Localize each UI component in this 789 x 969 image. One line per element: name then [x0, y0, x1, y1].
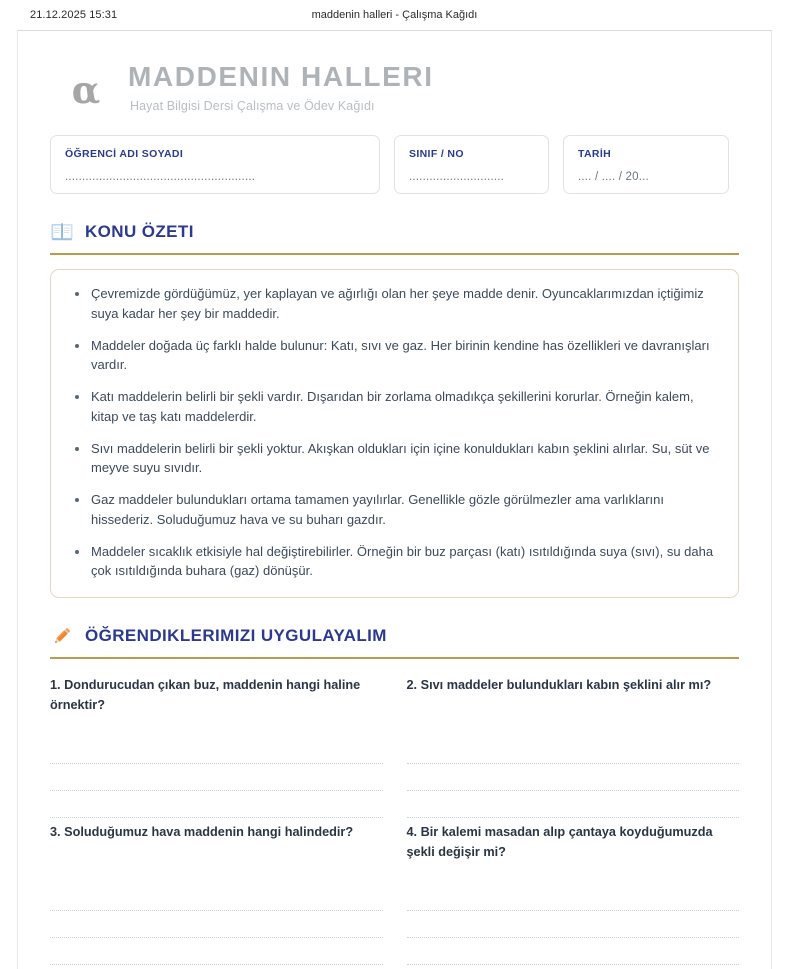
print-date: 21.12.2025 15:31 [30, 9, 118, 21]
page-title: MADDENIN HALLERI [128, 61, 434, 92]
print-header [0, 0, 789, 30]
print-document-title: maddenin halleri - Çalışma Kağıdı [311, 9, 478, 21]
summary-section-rule [50, 253, 739, 255]
question-cell [407, 822, 740, 969]
pencil-icon [50, 624, 74, 648]
answer-line[interactable] [407, 791, 740, 818]
practice-section-title: ÖĞRENDIKLERIMIZI UYGULAYALIM [85, 626, 387, 646]
question-text: 3. Soluduğumuz hava maddenin hangi halindedir? [50, 825, 354, 840]
answer-lines[interactable] [407, 884, 740, 965]
class-no-label: SINIF / NO [409, 148, 464, 161]
question-cell [50, 675, 383, 822]
practice-section-rule [50, 657, 739, 659]
date-label: TARİH [578, 148, 612, 161]
list-item: Gaz maddeler bulundukları ortama tamamen yayılırlar. Genellikle gözle görülmezler ama varlıklarını hissederiz. Soluduğumuz hava ve su buharı gazdır. [69, 490, 720, 530]
summary-bullet-list [69, 284, 720, 581]
summary-section [38, 220, 751, 598]
practice-section-header [50, 624, 739, 648]
list-item: Çevremizde gördüğümüz, yer kaplayan ve ağırlığı olan her şeye madde denir. Oyuncaklarımızdan içtiğimiz suya kadar her şey bir maddedir. [69, 284, 720, 324]
answer-line[interactable] [407, 764, 740, 791]
answer-lines[interactable] [50, 884, 383, 965]
question-cell [50, 822, 383, 969]
list-item: Maddeler sıcaklık etkisiyle hal değiştirebilirler. Örneğin bir buz parçası (katı) ısıtıldığında suya (sıvı), su daha çok ısıtıldığında buhara (gaz) dönüşür. [69, 542, 720, 582]
answer-lines[interactable] [407, 737, 740, 818]
answer-line[interactable] [407, 911, 740, 938]
student-name-label: ÖĞRENCİ ADI SOYADI [65, 148, 184, 161]
worksheet-page [17, 30, 772, 969]
question-grid [50, 675, 739, 969]
answer-line[interactable] [50, 911, 383, 938]
open-book-icon [50, 220, 74, 244]
class-no-field[interactable] [394, 135, 549, 194]
page-subtitle: Hayat Bilgisi Dersi Çalışma ve Ödev Kağıdı [130, 99, 375, 114]
date-field[interactable] [563, 135, 729, 194]
answer-line[interactable] [50, 938, 383, 965]
question-text: 2. Sıvı maddeler bulundukları kabın şeklini alır mı? [406, 678, 712, 693]
answer-line[interactable] [407, 884, 740, 911]
list-item: Katı maddelerin belirli bir şekli vardır. Dışarıdan bir zorlama olmadıkça şekillerini korurlar. Örneğin kalem, kitap ve taş katı maddelerdir. [69, 387, 720, 427]
answer-line[interactable] [50, 884, 383, 911]
student-name-value: ........................................................ [65, 171, 256, 184]
summary-card [50, 269, 739, 598]
answer-line[interactable] [50, 737, 383, 764]
summary-section-header [50, 220, 739, 244]
question-text: 1. Dondurucudan çıkan buz, maddenin hangi haline örnektir? [50, 678, 361, 713]
list-item: Sıvı maddelerin belirli bir şekli yoktur. Akışkan oldukları için içine konuldukları kabın şeklini alırlar. Su, süt ve meyve suyu sıvıdır. [69, 439, 720, 479]
summary-section-title: KONU ÖZETI [85, 222, 194, 242]
answer-lines[interactable] [50, 737, 383, 818]
question-text: 4. Bir kalemi masadan alıp çantaya koyduğumuzda şekli değişir mi? [406, 825, 713, 860]
date-value: .... / .... / 20... [578, 171, 649, 184]
answer-line[interactable] [50, 791, 383, 818]
answer-line[interactable] [407, 737, 740, 764]
answer-line[interactable] [407, 938, 740, 965]
worksheet-masthead [38, 31, 751, 131]
student-name-field[interactable] [50, 135, 380, 194]
alpha-logo-icon: α [71, 67, 101, 112]
class-no-value: ............................ [409, 171, 505, 184]
question-cell [407, 675, 740, 822]
list-item: Maddeler doğada üç farklı halde bulunur: Katı, sıvı ve gaz. Her birinin kendine has özellikleri ve davranışları vardır. [69, 336, 720, 376]
answer-line[interactable] [50, 764, 383, 791]
student-info-row [38, 135, 751, 194]
practice-section [38, 624, 751, 969]
